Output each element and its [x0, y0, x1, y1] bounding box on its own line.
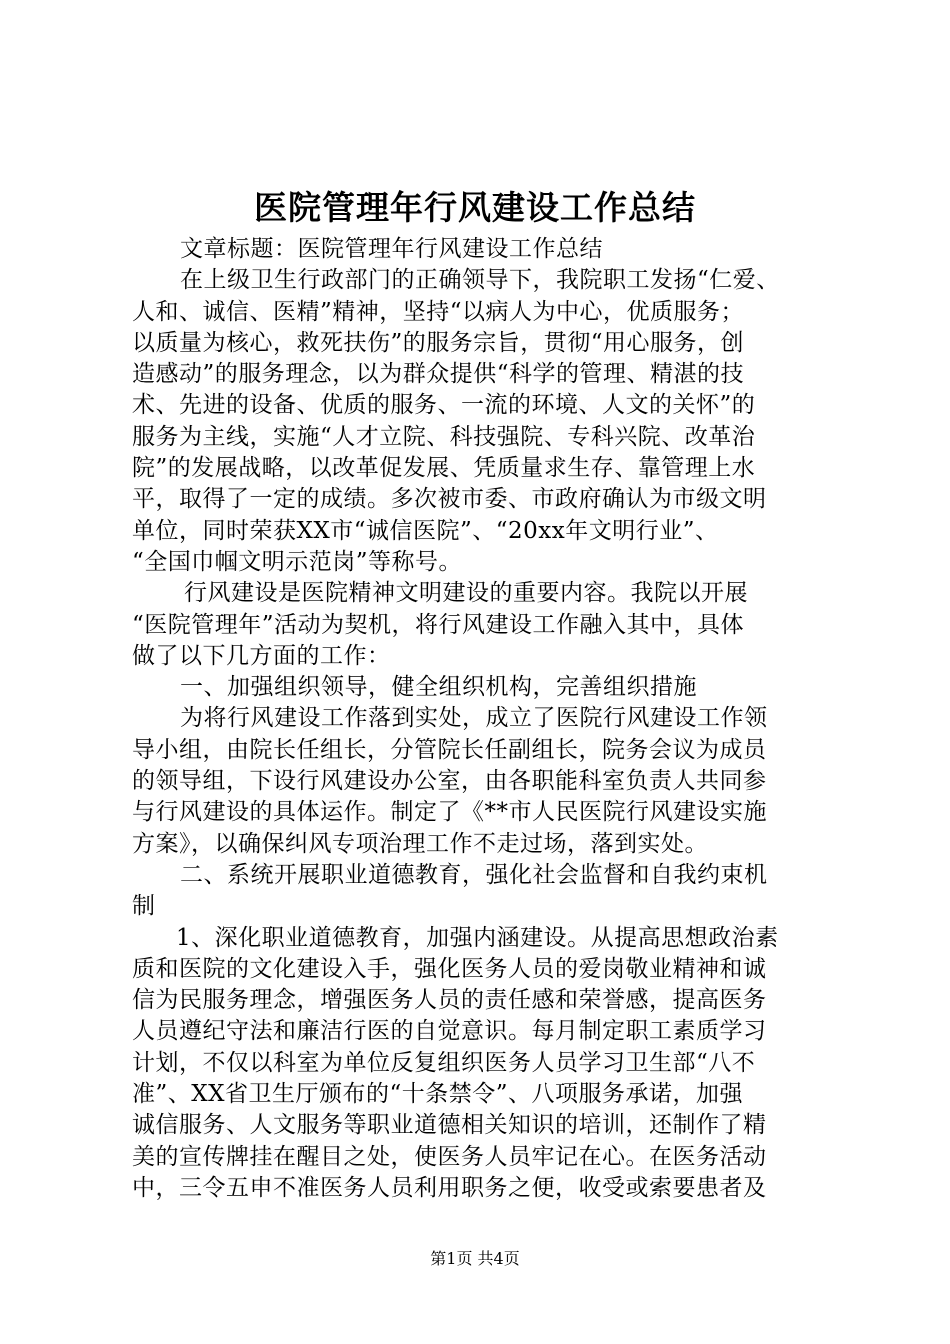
text-line: 造感动”的服务理念，以为群众提供“科学的管理、精湛的技 [132, 361, 745, 388]
text-line: 平，取得了一定的成绩。多次被市委、市政府确认为市级文明 [132, 486, 767, 513]
text-line: 的领导组，下设行风建设办公室，由各职能科室负责人共同参 [132, 768, 767, 795]
text-line: 人和、诚信、医精”精神，坚持“以病人为中心，优质服务； [132, 298, 745, 325]
text-line: 以质量为核心，救死扶伤”的服务宗旨，贯彻“用心服务，创 [132, 329, 745, 356]
text-line: 院”的发展战略，以改革促发展、凭质量求生存、靠管理上水 [132, 455, 756, 482]
text-line: 信为民服务理念，增强医务人员的责任感和荣誉感，提高医务 [132, 987, 767, 1014]
text-line: 1、深化职业道德教育，加强内涵建设。从提高思想政治素 [176, 924, 779, 951]
text-line: 准”、XX省卫生厅颁布的“十条禁令”、八项服务承诺，加强 [132, 1081, 744, 1108]
text-line: 计划，不仅以科室为单位反复组织医务人员学习卫生部“八不 [132, 1049, 756, 1076]
text-line: 方案》，以确保纠风专项治理工作不走过场，落到实处。 [132, 830, 708, 857]
text-line: 文章标题：医院管理年行风建设工作总结 [180, 236, 603, 262]
text-line: 与行风建设的具体运作。制定了《**市人民医院行风建设实施 [132, 799, 767, 826]
text-line: “医院管理年”活动为契机，将行风建设工作融入其中，具体 [132, 611, 745, 638]
text-line: 人员遵纪守法和廉洁行医的自觉意识。每月制定职工素质学习 [132, 1018, 767, 1045]
document-body [132, 234, 832, 1204]
text-line: 术、先进的设备、优质的服务、一流的环境、人文的关怀”的 [132, 392, 756, 419]
section-heading: 二、系统开展职业道德教育，强化社会监督和自我约束机 [180, 861, 768, 888]
text-line: 中，三令五申不准医务人员利用职务之便，收受或索要患者及 [132, 1174, 767, 1201]
text-line: 导小组，由院长任组长，分管院长任副组长，院务会议为成员 [132, 736, 767, 763]
text-line: 为将行风建设工作落到实处，成立了医院行风建设工作领 [180, 705, 768, 732]
text-line: 单位，同时荣获XX市“诚信医院”、“20xx年文明行业”、 [132, 517, 719, 544]
text-line: 诚信服务、人文服务等职业道德相关知识的培训，还制作了精 [132, 1112, 767, 1139]
text-line: 服务为主线，实施“人才立院、科技强院、专科兴院、改革治 [132, 423, 756, 450]
text-line: 质和医院的文化建设入手，强化医务人员的爱岗敬业精神和诚 [132, 955, 767, 982]
page-footer: 第1页 共4页 [430, 1249, 520, 1268]
text-line: 做了以下几方面的工作： [132, 642, 391, 669]
document-title: 医院管理年行风建设工作总结 [254, 188, 696, 227]
text-line: “全国巾帼文明示范岗”等称号。 [132, 548, 463, 575]
section-heading: 制 [132, 893, 156, 920]
text-line: 行风建设是医院精神文明建设的重要内容。我院以开展 [184, 580, 748, 607]
section-heading: 一、加强组织领导，健全组织机构，完善组织措施 [180, 674, 697, 701]
text-line: 美的宣传牌挂在醒目之处，使医务人员牢记在心。在医务活动 [132, 1143, 767, 1170]
text-line: 在上级卫生行政部门的正确领导下，我院职工发扬“仁爱、 [180, 267, 780, 294]
